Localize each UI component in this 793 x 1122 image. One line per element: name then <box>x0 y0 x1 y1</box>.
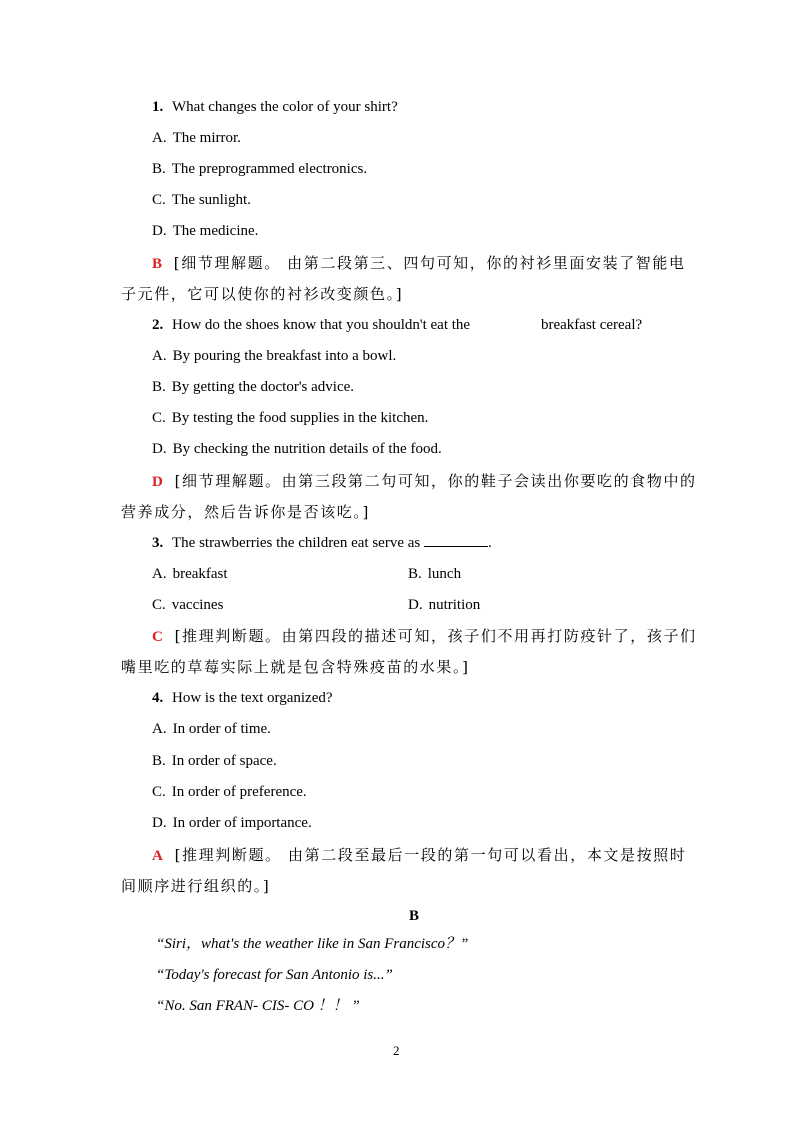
question-text: How do the shoes know that you shouldn't eat the <box>172 317 471 333</box>
question-2-option-a <box>152 346 396 366</box>
option-text: vaccines <box>171 597 224 613</box>
option-text: The sunlight. <box>171 192 251 208</box>
option-text: The medicine. <box>172 223 259 239</box>
option-text: By checking the nutrition details of the food. <box>172 441 442 457</box>
option-letter: A. <box>152 721 167 737</box>
question-4-option-a <box>152 719 271 739</box>
question-3-explanation <box>152 626 697 647</box>
question-1-option-a <box>152 128 241 148</box>
option-letter: D. <box>152 223 167 239</box>
option-letter: D. <box>152 441 167 457</box>
option-text: breakfast <box>172 566 228 582</box>
option-text: The mirror. <box>172 130 241 146</box>
option-letter: C. <box>152 784 166 800</box>
question-number: 2. <box>152 317 164 333</box>
question-3-explanation-cont: 嘴里吃的草莓实际上就是包含特殊疫苗的水果。] <box>121 658 470 676</box>
page-number: 2 <box>393 1043 400 1058</box>
explanation-text: [细节理解题。 由第二段第三、四句可知，你的衬衫里面安装了智能电 <box>173 254 686 272</box>
question-4-option-d <box>152 813 312 833</box>
option-letter: B. <box>152 379 166 395</box>
option-text: In order of space. <box>171 753 277 769</box>
question-3-option-d <box>408 595 480 615</box>
option-text: By getting the doctor's advice. <box>171 379 355 395</box>
question-4-stem <box>152 688 333 708</box>
question-number: 1. <box>152 99 164 115</box>
section-b-heading: B <box>409 908 420 924</box>
option-letter: C. <box>152 597 166 613</box>
section-b-dialogue-line-1: “Siri，what's the weather like in San Francisco？” <box>156 936 469 952</box>
question-1-option-b <box>152 159 367 179</box>
option-text: By testing the food supplies in the kitchen. <box>171 410 429 426</box>
option-letter: D. <box>152 815 167 831</box>
option-letter: B. <box>408 566 422 582</box>
question-4-explanation-cont: 间顺序进行组织的。] <box>121 877 271 895</box>
option-letter: C. <box>152 410 166 426</box>
question-text: How is the text organized? <box>172 690 333 706</box>
option-letter: B. <box>152 753 166 769</box>
explanation-text: [细节理解题。由第三段第二句可知，你的鞋子会读出你要吃的食物中的 <box>174 472 697 490</box>
answer-letter: C <box>152 629 163 645</box>
option-text: In order of preference. <box>171 784 307 800</box>
question-3-stem <box>152 533 492 553</box>
question-number: 4. <box>152 690 164 706</box>
option-text: The preprogrammed electronics. <box>171 161 368 177</box>
question-2-stem <box>152 315 470 335</box>
option-letter: D. <box>408 597 423 613</box>
question-4-explanation <box>152 845 686 866</box>
question-2-explanation-cont: 营养成分，然后告诉你是否该吃。] <box>121 503 370 521</box>
option-text: nutrition <box>428 597 481 613</box>
answer-letter: A <box>152 848 163 864</box>
explanation-text: [推理判断题。 由第二段至最后一段的第一句可以看出，本文是按照时 <box>174 846 687 864</box>
option-letter: B. <box>152 161 166 177</box>
question-1-explanation <box>152 253 686 274</box>
section-b-dialogue-line-3: “No. San FRAN- CIS- CO ！！ ” <box>156 998 360 1014</box>
question-1-option-d <box>152 221 258 241</box>
answer-blank <box>424 534 488 547</box>
question-text: What changes the color of your shirt? <box>172 99 398 115</box>
question-1-stem <box>152 97 398 117</box>
option-letter: C. <box>152 192 166 208</box>
question-number: 3. <box>152 535 164 551</box>
question-1-explanation-cont: 子元件，它可以使你的衬衫改变颜色。] <box>121 285 404 303</box>
stem-period: . <box>487 535 492 551</box>
answer-letter: B <box>152 256 163 272</box>
option-text: lunch <box>427 566 462 582</box>
question-2-option-d <box>152 439 442 459</box>
option-text: In order of time. <box>172 721 271 737</box>
question-3-option-a <box>152 564 228 584</box>
question-2-stem-end: breakfast cereal? <box>541 317 643 333</box>
question-2-option-b <box>152 377 354 397</box>
option-letter: A. <box>152 566 167 582</box>
option-letter: A. <box>152 130 167 146</box>
question-2-option-c <box>152 408 428 428</box>
question-4-option-b <box>152 751 277 771</box>
question-4-option-c <box>152 782 307 802</box>
question-3-option-b <box>408 564 461 584</box>
question-text: The strawberries the children eat serve as <box>172 535 421 551</box>
question-1-option-c <box>152 190 251 210</box>
answer-letter: D <box>152 474 163 490</box>
option-text: In order of importance. <box>172 815 312 831</box>
question-2-explanation <box>152 471 697 492</box>
option-letter: A. <box>152 348 167 364</box>
question-3-option-c <box>152 595 223 615</box>
explanation-text: [推理判断题。由第四段的描述可知，孩子们不用再打防疫针了，孩子们 <box>174 627 697 645</box>
option-text: By pouring the breakfast into a bowl. <box>172 348 397 364</box>
section-b-dialogue-line-2: “Today's forecast for San Antonio is...” <box>156 967 393 983</box>
